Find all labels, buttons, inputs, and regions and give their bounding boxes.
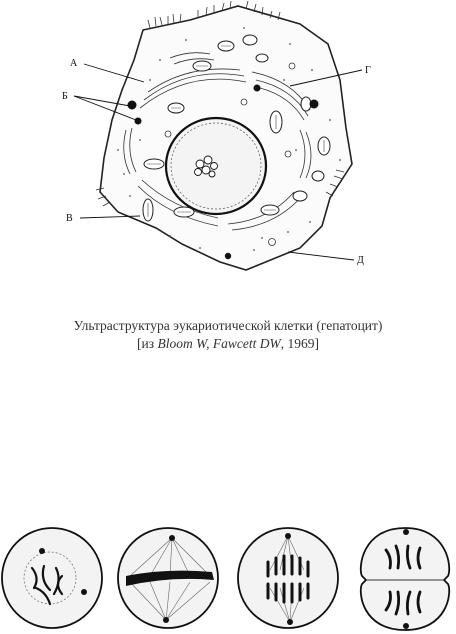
mitosis-stages-diagram	[0, 518, 456, 634]
figure-caption-source	[0, 336, 456, 352]
label-b: Б	[62, 91, 68, 102]
stage-telophase	[361, 528, 449, 630]
stage-anaphase	[238, 528, 338, 628]
label-d: Д	[357, 255, 364, 266]
figure-caption-title: Ультраструктура эукариотической клетки (гепатоцит)	[73, 318, 383, 333]
caption-source-authors: Bloom W, Fawcett DW	[157, 336, 281, 351]
leader-line-d	[288, 252, 354, 260]
stage-prophase	[2, 528, 102, 628]
nucleus	[166, 118, 266, 214]
label-v: В	[66, 213, 73, 224]
caption-source-suffix: , 1969]	[280, 336, 319, 351]
label-g: Г	[365, 65, 371, 76]
stage-metaphase	[118, 528, 218, 628]
label-a: А	[70, 58, 78, 69]
caption-source-prefix: [из	[137, 336, 158, 351]
hepatocyte-diagram	[0, 0, 456, 290]
